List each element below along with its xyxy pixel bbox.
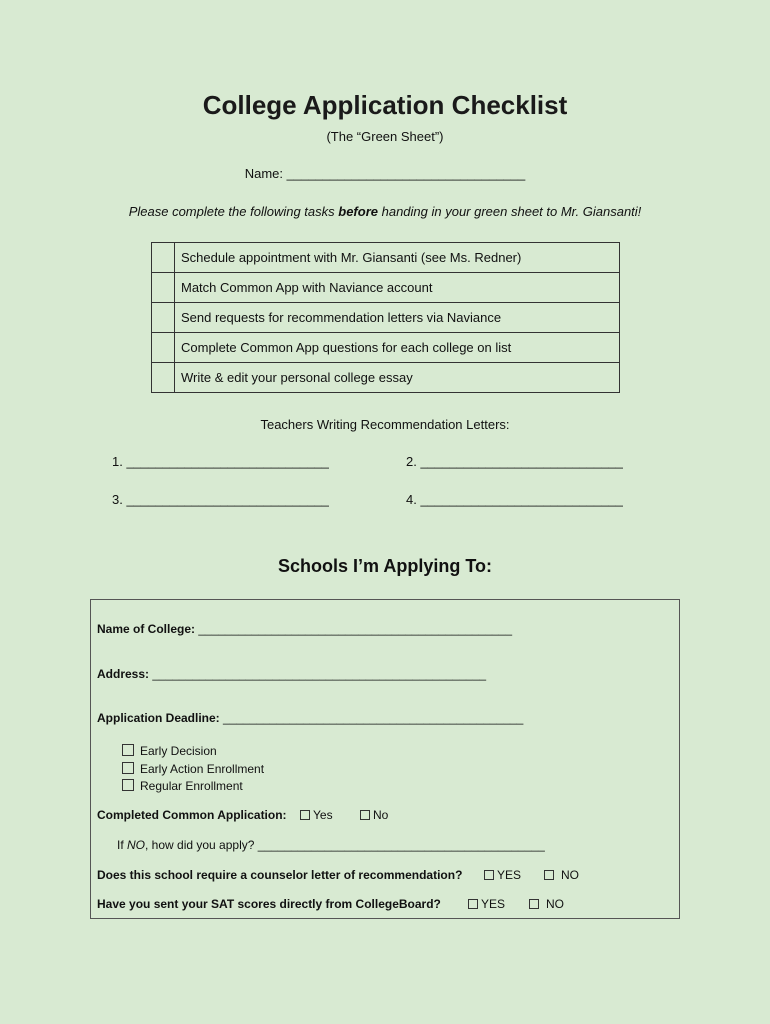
counselor-question <box>97 868 462 882</box>
option-label: Regular Enrollment <box>140 779 243 793</box>
task-checkbox[interactable] <box>152 333 175 363</box>
task-row <box>152 333 620 363</box>
deadline-blank[interactable]: _____________________________________________ <box>223 711 524 725</box>
counselor-label: Does this school require a counselor letter of recommendation? <box>97 868 463 882</box>
teacher-line-3[interactable]: 3. ____________________________ <box>112 492 329 507</box>
instruction-bold: before <box>338 204 378 219</box>
college-name-label: Name of College: <box>97 622 196 636</box>
address-blank[interactable]: __________________________________________________ <box>152 667 487 681</box>
task-checklist <box>151 242 620 393</box>
task-checkbox[interactable] <box>152 273 175 303</box>
checkbox-icon[interactable] <box>122 779 134 791</box>
name-label: Name: <box>244 166 284 181</box>
checkbox-icon[interactable] <box>468 899 478 909</box>
teachers-heading: Teachers Writing Recommendation Letters: <box>260 417 510 432</box>
instruction-pre: Please complete the following tasks <box>128 204 339 219</box>
schools-heading: Schools I’m Applying To: <box>278 556 492 576</box>
common-app-yes[interactable]: Yes <box>300 808 333 822</box>
task-checkbox[interactable] <box>152 243 175 273</box>
checkbox-icon[interactable] <box>484 870 494 880</box>
task-checkbox[interactable] <box>152 303 175 333</box>
option-label: Early Action Enrollment <box>140 762 265 776</box>
task-label: Schedule appointment with Mr. Giansanti (see Ms. Redner) <box>175 243 620 273</box>
checkbox-icon[interactable] <box>300 810 310 820</box>
checkbox-icon[interactable] <box>529 899 539 909</box>
name-field[interactable] <box>0 166 770 181</box>
task-row <box>152 303 620 333</box>
option-early-decision[interactable] <box>122 744 217 758</box>
name-blank[interactable]: _________________________________ <box>286 166 526 181</box>
task-label: Match Common App with Naviance account <box>175 273 620 303</box>
option-early-action[interactable] <box>122 762 264 776</box>
page-title: College Application Checklist <box>202 90 568 120</box>
instruction-text <box>0 204 770 219</box>
if-no-blank[interactable]: ___________________________________________ <box>257 838 545 852</box>
task-row <box>152 363 620 393</box>
instruction-post: handing in your green sheet to Mr. Giansanti! <box>378 204 642 219</box>
task-label: Write & edit your personal college essay <box>175 363 620 393</box>
option-regular[interactable] <box>122 779 243 793</box>
address-label: Address: <box>97 667 150 681</box>
address-field[interactable] <box>97 667 486 681</box>
page-subtitle: (The “Green Sheet”) <box>326 129 444 144</box>
if-no-field[interactable]: If NO, how did you apply? ___________________________________________ <box>117 838 545 852</box>
deadline-label: Application Deadline: <box>97 711 220 725</box>
task-label: Send requests for recommendation letters via Naviance <box>175 303 620 333</box>
counselor-yes[interactable]: YES <box>484 868 521 882</box>
task-row <box>152 243 620 273</box>
common-app-no[interactable]: No <box>360 808 388 822</box>
teacher-line-1[interactable]: 1. ____________________________ <box>112 454 329 469</box>
task-checkbox[interactable] <box>152 363 175 393</box>
counselor-no[interactable]: NO <box>544 868 579 882</box>
checkbox-icon[interactable] <box>122 744 134 756</box>
deadline-field[interactable] <box>97 711 523 725</box>
task-row <box>152 273 620 303</box>
common-app-question <box>97 808 287 822</box>
college-name-blank[interactable]: _______________________________________________ <box>198 622 513 636</box>
checkbox-icon[interactable] <box>122 762 134 774</box>
sat-question <box>97 897 441 911</box>
option-label: Early Decision <box>140 744 217 758</box>
sat-label: Have you sent your SAT scores directly from CollegeBoard? <box>97 897 441 911</box>
college-name-field[interactable] <box>97 622 512 636</box>
task-label: Complete Common App questions for each college on list <box>175 333 620 363</box>
checkbox-icon[interactable] <box>360 810 370 820</box>
teacher-line-4[interactable]: 4. ____________________________ <box>406 492 623 507</box>
teacher-line-2[interactable]: 2. ____________________________ <box>406 454 623 469</box>
sat-yes[interactable]: YES <box>468 897 505 911</box>
checkbox-icon[interactable] <box>544 870 554 880</box>
common-app-label: Completed Common Application: <box>97 808 287 822</box>
sat-no[interactable]: NO <box>529 897 564 911</box>
